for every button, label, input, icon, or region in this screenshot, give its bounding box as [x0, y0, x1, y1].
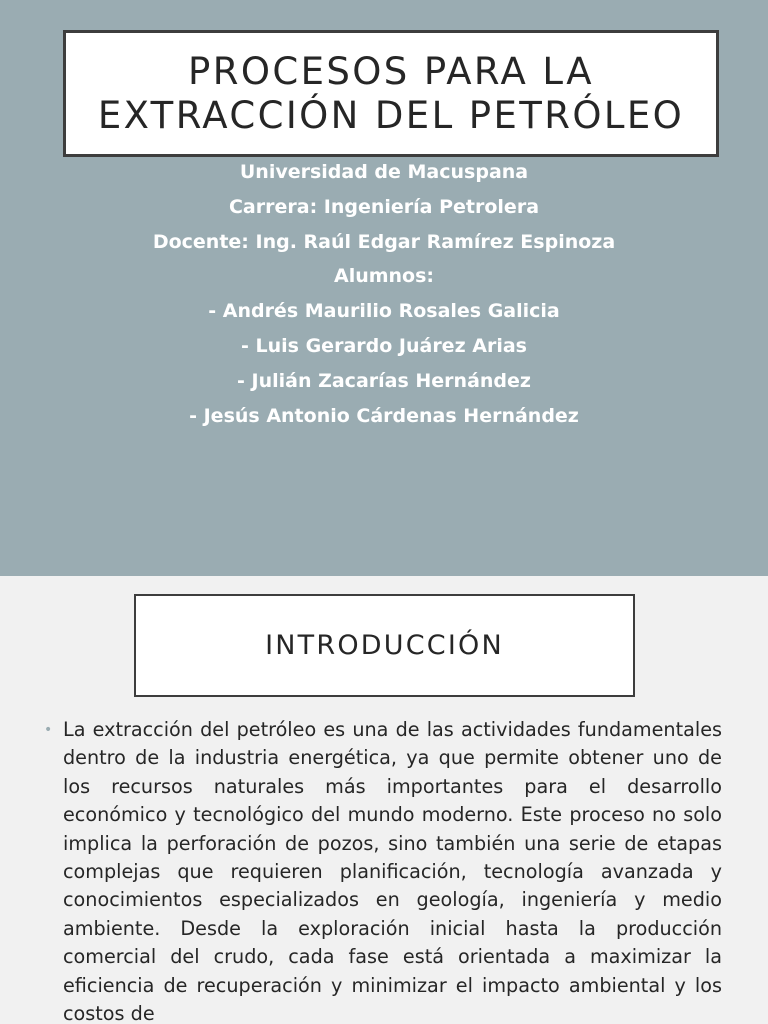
student-name: - Luis Gerardo Juárez Arias	[241, 334, 527, 357]
title-line-1: PROCESOS PARA LA	[188, 49, 594, 93]
teacher-line: Docente: Ing. Raúl Edgar Ramírez Espinoza	[152, 230, 616, 253]
heading-box	[134, 594, 635, 697]
student-name: - Jesús Antonio Cárdenas Hernández	[189, 404, 579, 427]
slide-heading: INTRODUCCIÓN	[265, 630, 504, 661]
title-box	[63, 30, 719, 157]
university-name: Universidad de Macuspana	[239, 161, 529, 183]
bullet-icon: •	[44, 722, 53, 738]
students-label: Alumnos:	[333, 265, 435, 288]
career-line: Carrera: Ingeniería Petrolera	[228, 195, 540, 218]
bullet-item	[44, 716, 722, 1024]
student-name: - Julián Zacarías Hernández	[237, 369, 531, 392]
credits-block	[0, 155, 768, 433]
title-line-2: EXTRACCIÓN DEL PETRÓLEO	[97, 93, 685, 137]
student-name: - Andrés Maurilio Rosales Galicia	[208, 300, 560, 323]
intro-paragraph: La extracción del petróleo es una de las actividades fundamentales dentro de la industria energética, ya que permite obtener uno de los recursos naturales más importantes para el desarrollo económico y tecnológico del mundo moderno. Este proceso no solo implica la perforación de pozos, sino también una serie de etapas complejas que requieren planificación, tecnología avanzada y conocimientos especializados en geología, ingeniería y medio ambiente. Desde la exploración inicial hasta la producción comercial del crudo, cada fase está orientada a maximizar la eficiencia de recuperación y minimizar el impacto ambiental y los costos de	[63, 718, 722, 1024]
introduction-slide	[0, 576, 768, 1024]
